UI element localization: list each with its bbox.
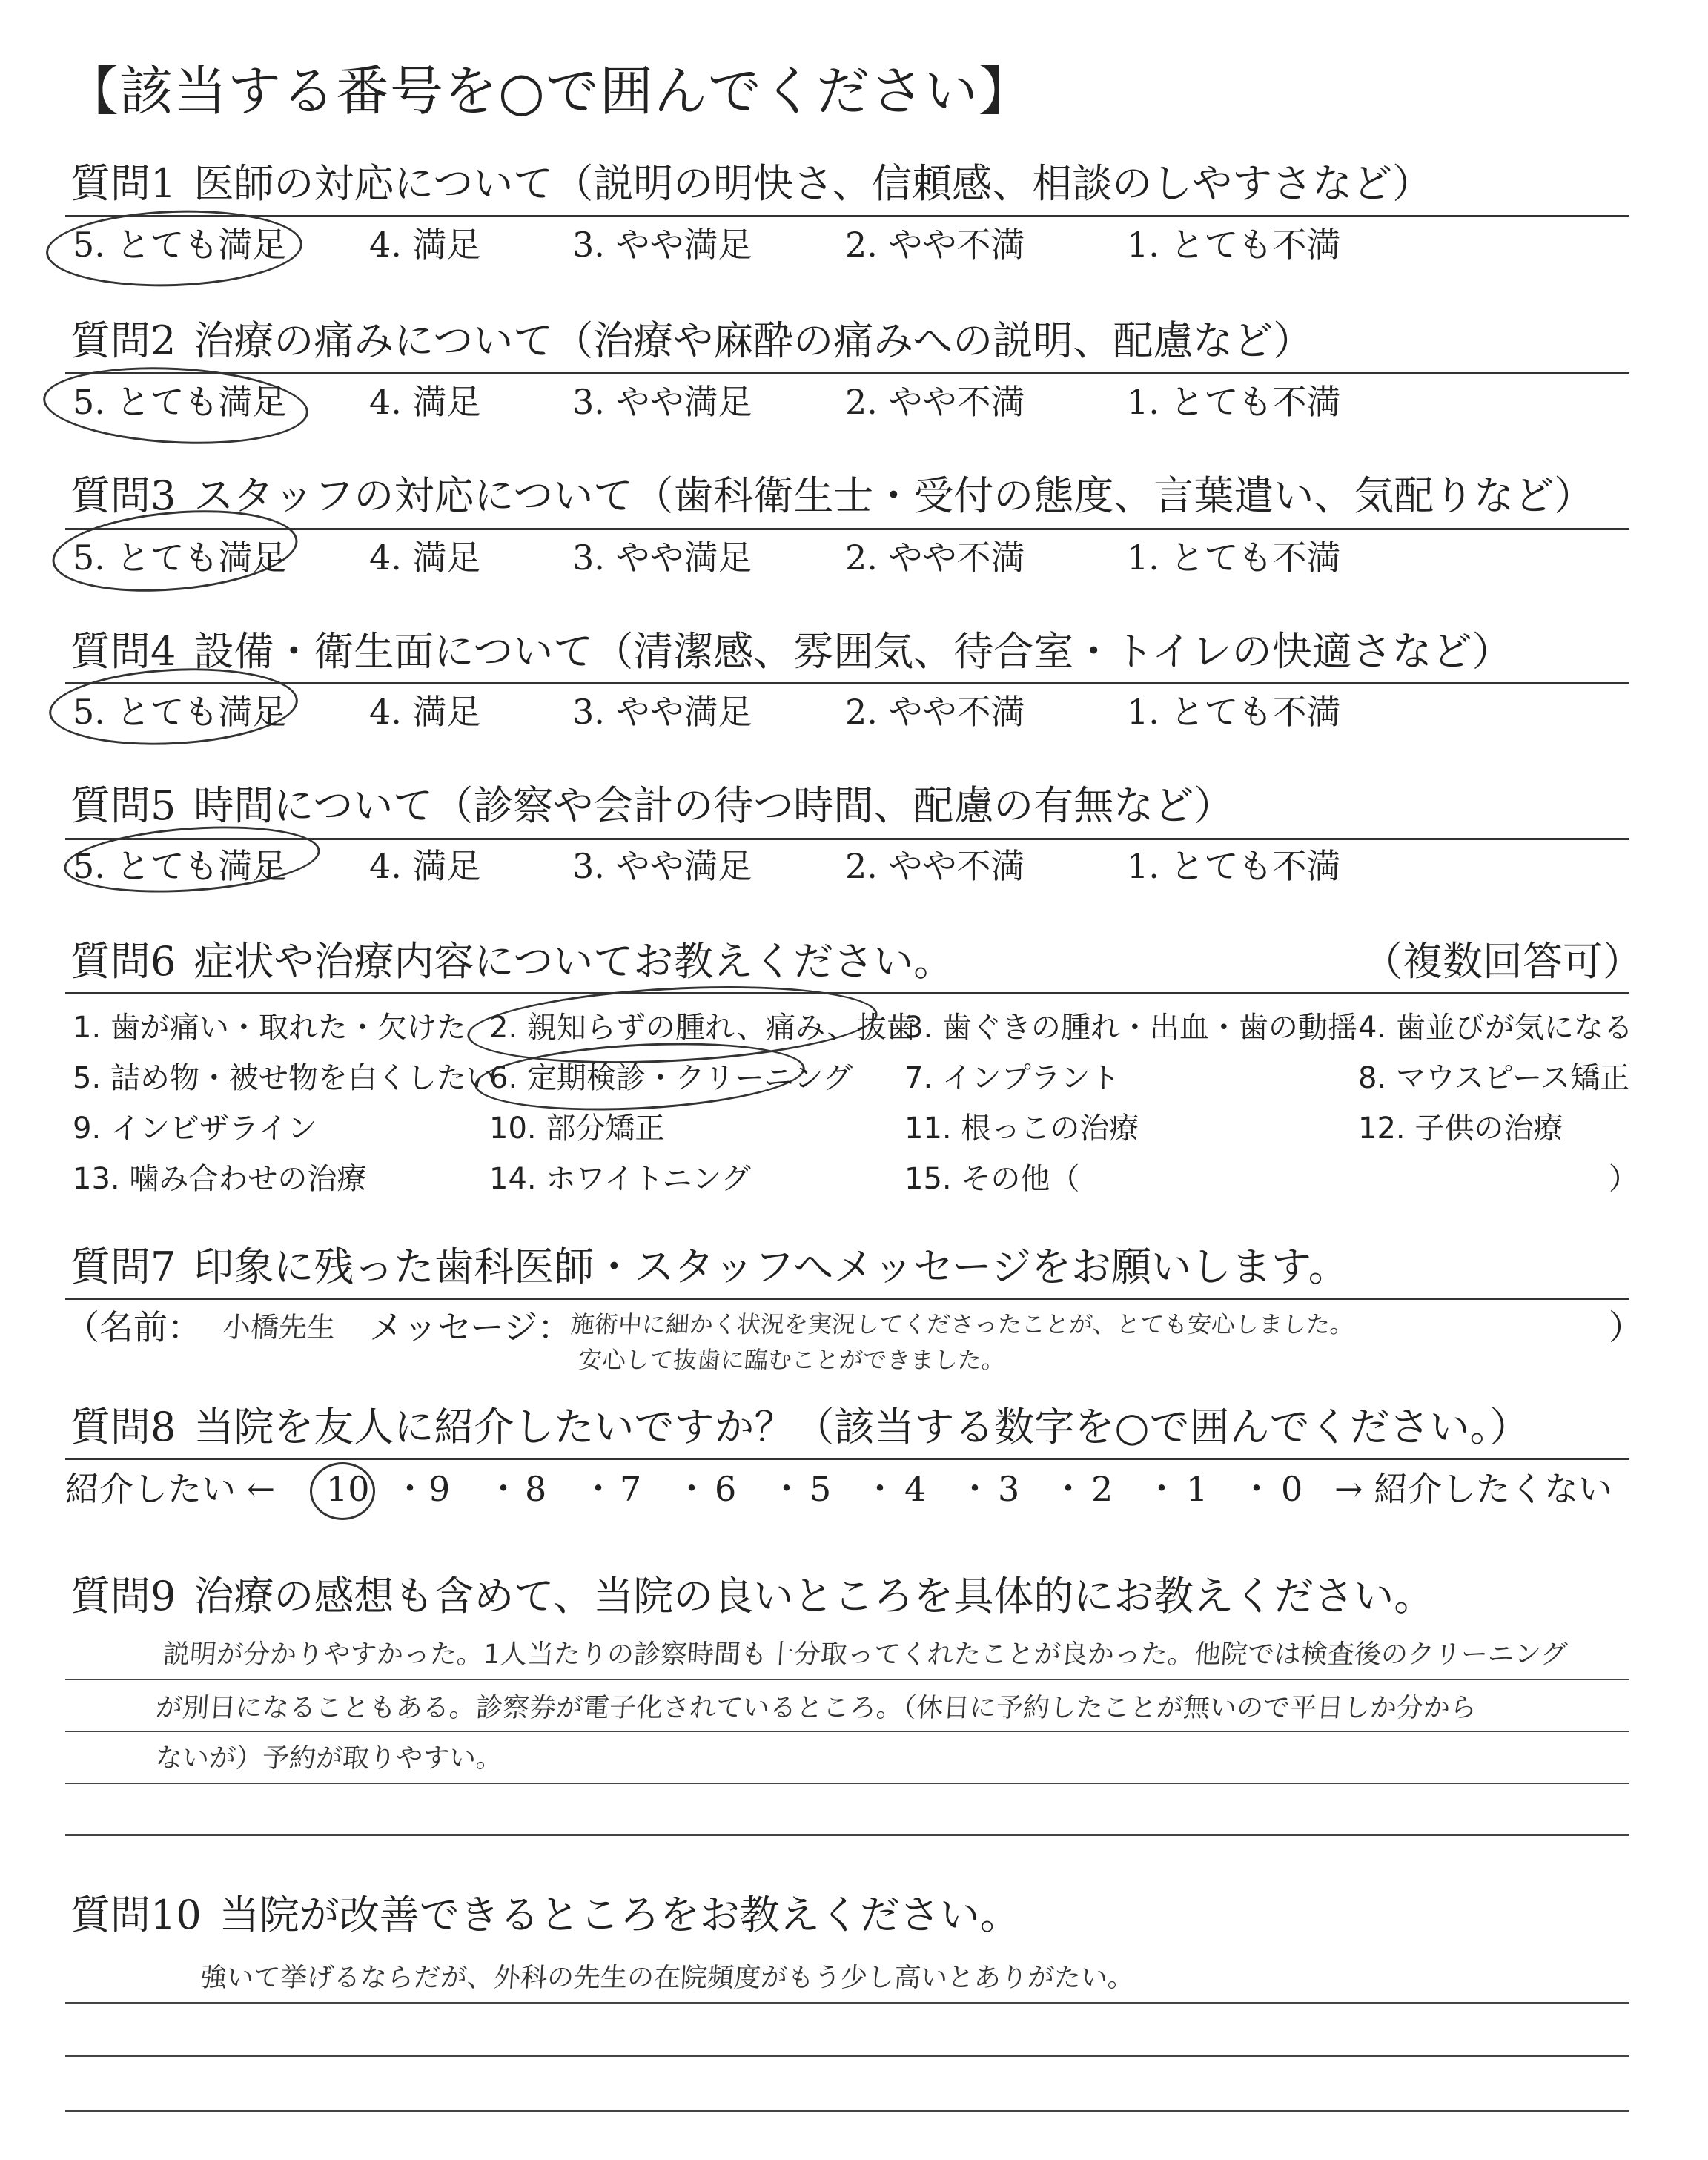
q4-option-2[interactable]: 2. やや不満 xyxy=(845,692,1025,732)
scale-separator: ・ xyxy=(486,1469,520,1509)
question-1 xyxy=(70,159,1432,208)
question-9 xyxy=(70,1572,1434,1621)
divider xyxy=(65,1458,1629,1460)
q6-option-11[interactable]: 11. 根っこの治療 xyxy=(904,1112,1139,1146)
question-number: 質問4 xyxy=(70,628,176,675)
q6-option-15-close: ） xyxy=(1609,1162,1638,1196)
scale-value-6[interactable]: 6 xyxy=(715,1469,737,1509)
question-number: 質問8 xyxy=(70,1404,176,1450)
question-4 xyxy=(70,627,1512,676)
question-number: 質問3 xyxy=(70,472,176,519)
q6-option-1[interactable]: 1. 歯が痛い・取れた・欠けた xyxy=(73,1011,466,1045)
message-label: メッセージ： xyxy=(369,1307,572,1347)
message-close: ） xyxy=(1609,1307,1643,1347)
scale-separator: ・ xyxy=(863,1469,897,1509)
answer-line xyxy=(65,1834,1629,1836)
q1-option-4[interactable]: 4. 満足 xyxy=(369,225,481,265)
question-text: 当院が改善できるところをお教えください。 xyxy=(219,1892,1020,1938)
q6-option-6[interactable]: 6. 定期検診・クリーニング xyxy=(489,1061,853,1095)
q6-option-12[interactable]: 12. 子供の治療 xyxy=(1358,1112,1563,1146)
q4-option-5[interactable]: 5. とても満足 xyxy=(73,692,287,732)
question-text: 当院を友人に紹介したいですか？（該当する数字を○で囲んでください。） xyxy=(193,1404,1530,1450)
q9-answer-line-1[interactable]: 説明が分かりやすかった。1人当たりの診察時間も十分取ってくれたことが良かった。他院では検査後のクリーニング xyxy=(162,1639,1569,1670)
multiple-answer-note: （複数回答可） xyxy=(1363,938,1643,985)
answer-line xyxy=(65,1679,1629,1680)
q6-option-14[interactable]: 14. ホワイトニング xyxy=(489,1162,751,1196)
question-text: 症状や治療内容についてお教えください。 xyxy=(193,938,954,985)
q6-option-7[interactable]: 7. インプラント xyxy=(904,1061,1120,1095)
scale-separator: ・ xyxy=(1145,1469,1179,1509)
q4-option-1[interactable]: 1. とても不満 xyxy=(1127,692,1341,732)
question-text: スタッフの対応について（歯科衛生士・受付の態度、言葉遣い、気配りなど） xyxy=(193,472,1595,519)
question-10 xyxy=(70,1891,1020,1940)
divider xyxy=(65,992,1629,994)
q9-answer-line-2[interactable]: が別日になることもある。診察券が電子化されているところ。（休日に予約したことが無いので平日しか分から xyxy=(154,1693,1478,1723)
question-number: 質問7 xyxy=(70,1244,176,1290)
q6-option-2[interactable]: 2. 親知らずの腫れ、痛み、抜歯 xyxy=(489,1011,916,1045)
scale-separator: ・ xyxy=(1239,1469,1274,1509)
scale-separator: ・ xyxy=(958,1469,992,1509)
question-number: 質問1 xyxy=(70,160,176,207)
q3-option-5[interactable]: 5. とても満足 xyxy=(73,538,287,578)
scale-value-9[interactable]: 9 xyxy=(428,1469,451,1509)
message-answer-line-1[interactable]: 施術中に細かく状況を実況してくださったことが、とても安心しました。 xyxy=(569,1310,1355,1338)
answer-line xyxy=(65,1783,1629,1784)
q6-option-5[interactable]: 5. 詰め物・被せ物を白くしたい xyxy=(73,1061,496,1095)
scale-separator: ・ xyxy=(393,1469,427,1509)
q6-option-8[interactable]: 8. マウスピース矯正 xyxy=(1358,1061,1630,1095)
question-number: 質問9 xyxy=(70,1573,176,1619)
divider xyxy=(65,372,1629,374)
q4-option-4[interactable]: 4. 満足 xyxy=(369,692,481,732)
question-text: 治療の痛みについて（治療や麻酔の痛みへの説明、配慮など） xyxy=(193,317,1314,364)
scale-value-10[interactable]: 10 xyxy=(326,1469,370,1509)
scale-separator: ・ xyxy=(769,1469,804,1509)
question-8 xyxy=(70,1403,1529,1452)
scale-value-7[interactable]: 7 xyxy=(620,1469,642,1509)
question-6 xyxy=(70,937,953,986)
question-text: 医師の対応について（説明の明快さ、信頼感、相談のしやすさなど） xyxy=(193,160,1433,207)
question-7 xyxy=(70,1243,1348,1292)
scale-value-4[interactable]: 4 xyxy=(904,1469,927,1509)
scale-separator: ・ xyxy=(581,1469,615,1509)
scale-separator: ・ xyxy=(675,1469,709,1509)
q1-option-5[interactable]: 5. とても満足 xyxy=(73,225,287,265)
q3-option-3[interactable]: 3. やや満足 xyxy=(572,538,752,578)
divider xyxy=(65,682,1629,684)
question-text: 設備・衛生面について（清潔感、雰囲気、待合室・トイレの快適さなど） xyxy=(193,628,1512,675)
q6-option-10[interactable]: 10. 部分矯正 xyxy=(489,1112,665,1146)
scale-value-3[interactable]: 3 xyxy=(998,1469,1020,1509)
answer-line xyxy=(65,2002,1629,2004)
q3-option-1[interactable]: 1. とても不満 xyxy=(1127,538,1341,578)
q2-option-1[interactable]: 1. とても不満 xyxy=(1127,382,1341,422)
q6-option-3[interactable]: 3. 歯ぐきの腫れ・出血・歯の動揺 xyxy=(904,1011,1357,1045)
q6-option-4[interactable]: 4. 歯並びが気になる xyxy=(1358,1011,1633,1045)
q4-option-3[interactable]: 3. やや満足 xyxy=(572,692,752,732)
scale-right-label: → 紹介したくない xyxy=(1334,1469,1613,1509)
q2-option-2[interactable]: 2. やや不満 xyxy=(845,382,1025,422)
q5-option-2[interactable]: 2. やや不満 xyxy=(845,846,1025,886)
question-number: 質問2 xyxy=(70,317,176,364)
scale-value-1[interactable]: 1 xyxy=(1186,1469,1208,1509)
q6-option-9[interactable]: 9. インビザライン xyxy=(73,1112,317,1146)
q5-option-4[interactable]: 4. 満足 xyxy=(369,846,481,886)
scale-value-0[interactable]: 0 xyxy=(1281,1469,1303,1509)
q6-option-13[interactable]: 13. 噛み合わせの治療 xyxy=(73,1162,367,1196)
scale-separator: ・ xyxy=(1051,1469,1085,1509)
message-answer-line-2[interactable]: 安心して抜歯に臨むことができました。 xyxy=(577,1346,1007,1374)
scale-value-5[interactable]: 5 xyxy=(810,1469,832,1509)
q3-option-2[interactable]: 2. やや不満 xyxy=(845,538,1025,578)
q2-option-4[interactable]: 4. 満足 xyxy=(369,382,481,422)
divider xyxy=(65,528,1629,530)
divider xyxy=(65,1298,1629,1300)
q5-option-3[interactable]: 3. やや満足 xyxy=(572,846,752,886)
scale-value-2[interactable]: 2 xyxy=(1091,1469,1113,1509)
question-text: 治療の感想も含めて、当院の良いところを具体的にお教えください。 xyxy=(193,1573,1434,1619)
question-2 xyxy=(70,317,1313,366)
name-label: （名前： xyxy=(65,1307,202,1347)
answer-line xyxy=(65,2055,1629,2057)
q10-answer-line-1[interactable]: 強いて挙げるならだが、外科の先生の在院頻度がもう少し高いとありがたい。 xyxy=(199,1963,1136,1993)
scale-value-8[interactable]: 8 xyxy=(525,1469,547,1509)
name-answer[interactable]: 小橋先生 xyxy=(221,1311,337,1344)
question-number: 質問5 xyxy=(70,782,176,829)
q1-option-3[interactable]: 3. やや満足 xyxy=(572,225,752,265)
q1-option-1[interactable]: 1. とても不満 xyxy=(1127,225,1341,265)
question-number: 質問10 xyxy=(70,1892,202,1938)
scale-left-label: 紹介したい ← xyxy=(65,1469,276,1509)
divider xyxy=(65,215,1629,217)
q5-option-5[interactable]: 5. とても満足 xyxy=(73,846,287,886)
q9-answer-line-3[interactable]: ないが）予約が取りやすい。 xyxy=(154,1743,504,1774)
page-title: 【該当する番号を○で囲んでください】 xyxy=(65,60,1033,122)
q2-option-3[interactable]: 3. やや満足 xyxy=(572,382,752,422)
question-text: 時間について（診察や会計の待つ時間、配慮の有無など） xyxy=(193,782,1234,829)
question-3 xyxy=(70,472,1594,521)
answer-line xyxy=(65,2110,1629,2112)
q1-option-2[interactable]: 2. やや不満 xyxy=(845,225,1025,265)
question-5 xyxy=(70,782,1234,830)
q5-option-1[interactable]: 1. とても不満 xyxy=(1127,846,1341,886)
question-number: 質問6 xyxy=(70,938,176,985)
answer-line xyxy=(65,1731,1629,1732)
q6-option-15[interactable]: 15. その他（ xyxy=(904,1162,1080,1196)
question-text: 印象に残った歯科医師・スタッフへメッセージをお願いします。 xyxy=(193,1244,1348,1290)
q3-option-4[interactable]: 4. 満足 xyxy=(369,538,481,578)
q2-option-5[interactable]: 5. とても満足 xyxy=(73,382,287,422)
